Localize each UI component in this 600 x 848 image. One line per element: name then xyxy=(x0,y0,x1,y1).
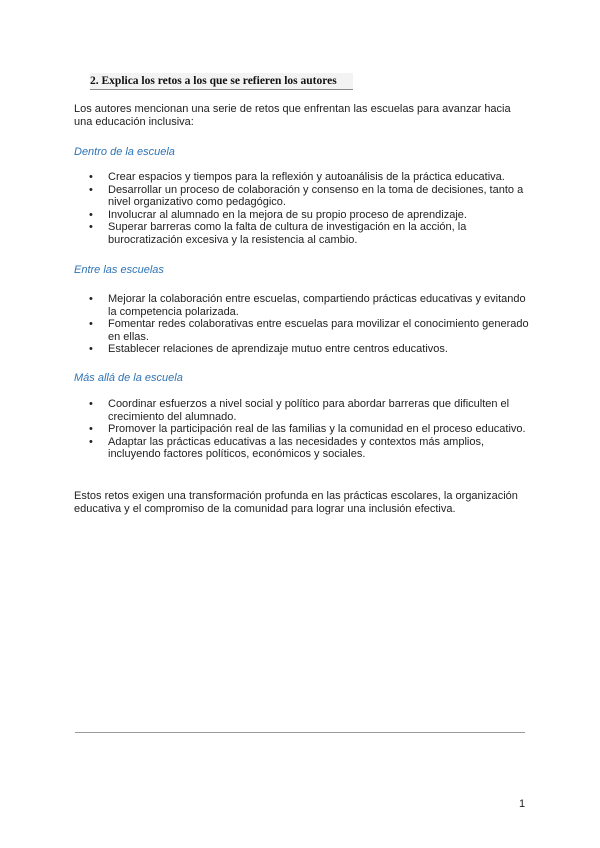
bullet-list-mas-alla xyxy=(74,398,534,461)
list-item xyxy=(74,423,534,436)
bullet-icon: • xyxy=(89,435,93,448)
bullet-icon: • xyxy=(89,183,93,196)
list-item xyxy=(74,436,534,461)
list-item-text: Coordinar esfuerzos a nivel social y político para abordar barreras que dificulten el crecimiento del alumnado. xyxy=(108,398,510,423)
bullet-icon: • xyxy=(89,221,93,233)
list-item xyxy=(74,343,534,356)
subheading-mas-alla-de-la-escuela: Más allá de la escuela xyxy=(74,372,183,384)
list-item-text: Crear espacios y tiempos para la reflexión y autoanálisis de la práctica educativa. xyxy=(108,171,505,183)
list-item xyxy=(74,184,534,209)
list-item xyxy=(74,171,534,184)
bullet-icon: • xyxy=(89,343,93,355)
section-heading: 2. Explica los retos a los que se refieren los autores xyxy=(90,73,353,90)
footer-divider xyxy=(75,732,525,733)
list-item xyxy=(74,209,534,222)
subheading-dentro-de-la-escuela: Dentro de la escuela xyxy=(74,146,175,158)
list-item-text: Adaptar las prácticas educativas a las necesidades y contextos más amplios, incluyendo factores políticos, económicos y sociales. xyxy=(108,435,485,460)
list-item-text: Superar barreras como la falta de cultura de investigación en la acción, la burocratización excesiva y la resistencia al cambio. xyxy=(108,221,467,246)
bullet-icon: • xyxy=(89,423,93,435)
list-item-text: Establecer relaciones de aprendizaje mutuo entre centros educativos. xyxy=(108,343,448,355)
list-item-text: Promover la participación real de las familias y la comunidad en el proceso educativo. xyxy=(108,423,526,435)
intro-paragraph: Los autores mencionan una serie de retos que enfrentan las escuelas para avanzar hacia una educación inclusiva: xyxy=(74,103,511,128)
list-item xyxy=(74,293,534,318)
list-item xyxy=(74,221,534,246)
bullet-icon: • xyxy=(89,318,93,330)
subheading-entre-las-escuelas: Entre las escuelas xyxy=(74,264,164,276)
conclusion-paragraph: Estos retos exigen una transformación profunda en las prácticas escolares, la organización educativa y el compromiso de la comunidad para lograr una inclusión efectiva. xyxy=(74,490,518,515)
bullet-icon: • xyxy=(89,293,93,305)
bullet-list-entre xyxy=(74,293,534,356)
bullet-list-dentro xyxy=(74,171,534,246)
bullet-icon: • xyxy=(89,398,93,410)
bullet-icon: • xyxy=(89,208,93,221)
list-item xyxy=(74,318,534,343)
page-number: 1 xyxy=(519,798,526,810)
list-item-text: Involucrar al alumnado en la mejora de su propio proceso de aprendizaje. xyxy=(108,208,467,221)
list-item-text: Fomentar redes colaborativas entre escuelas para movilizar el conocimiento generado en ellas. xyxy=(108,318,529,343)
list-item xyxy=(74,398,534,423)
list-item-text: Mejorar la colaboración entre escuelas, compartiendo prácticas educativas y evitando la competencia polarizada. xyxy=(108,293,526,318)
list-item-text: Desarrollar un proceso de colaboración y consenso en la toma de decisiones, tanto a nivel organizativo como pedagógico. xyxy=(108,183,524,208)
bullet-icon: • xyxy=(89,171,93,183)
